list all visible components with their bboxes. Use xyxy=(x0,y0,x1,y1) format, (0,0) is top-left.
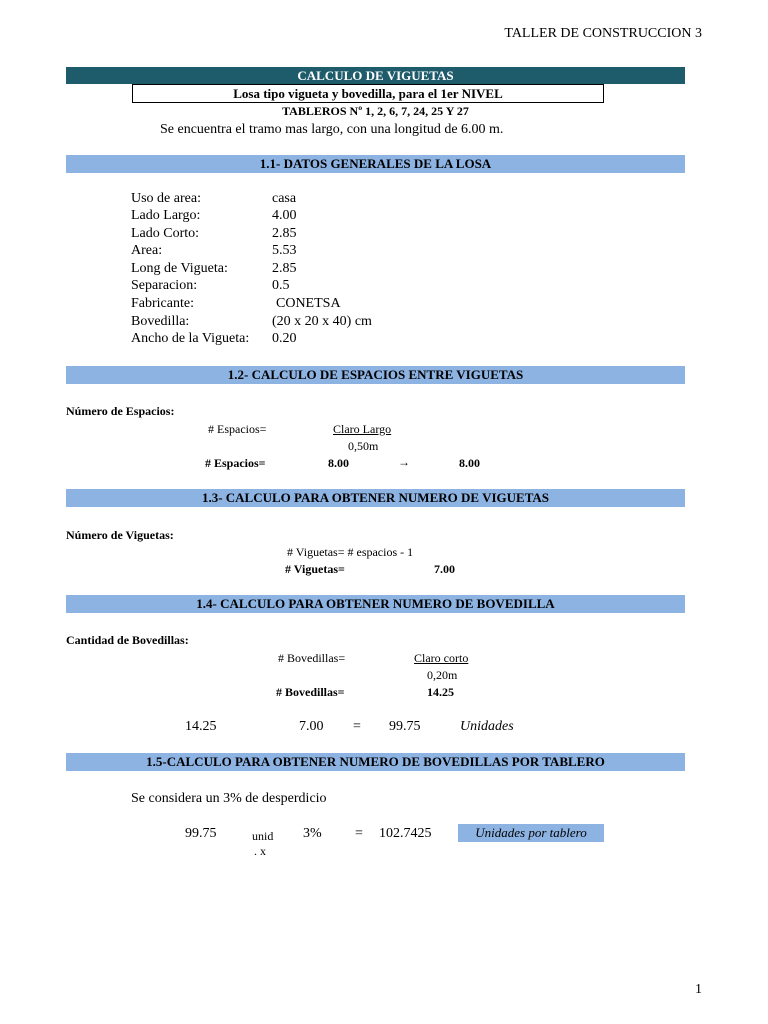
main-title: CALCULO DE VIGUETAS xyxy=(66,67,685,84)
general-data-value: 2.85 xyxy=(272,226,297,241)
bovedillas-result-label: # Bovedillas= xyxy=(276,685,345,699)
tableros-line: TABLEROS Nº 1, 2, 6, 7, 24, 25 Y 27 xyxy=(282,104,469,118)
general-data-value: 5.53 xyxy=(272,243,297,258)
subtitle-box: Losa tipo vigueta y bovedilla, para el 1er NIVEL xyxy=(132,84,604,103)
espacios-formula-lhs: # Espacios= xyxy=(208,422,267,436)
tablero-calc-x: . x xyxy=(254,844,266,858)
calc-result: 99.75 xyxy=(389,719,421,734)
general-data-value: 2.85 xyxy=(272,261,297,276)
document-header: TALLER DE CONSTRUCCION 3 xyxy=(504,26,702,41)
viguetas-result-label: # Viguetas= xyxy=(285,562,345,576)
section-3-heading: 1.3- CALCULO PARA OBTENER NUMERO DE VIGUETAS xyxy=(66,489,685,507)
tablero-unit-box: Unidades por tablero xyxy=(458,824,604,842)
bovedillas-result-value: 14.25 xyxy=(427,685,454,699)
calc-unit: Unidades xyxy=(460,719,514,734)
general-data-value: CONETSA xyxy=(276,296,341,311)
general-data-value: casa xyxy=(272,191,297,206)
viguetas-result-value: 7.00 xyxy=(434,562,455,576)
espacios-denominator: 0,50m xyxy=(348,439,379,453)
tablero-calc-equals: = xyxy=(355,826,363,841)
section-4-heading: 1.4- CALCULO PARA OBTENER NUMERO DE BOVEDILLA xyxy=(66,595,685,613)
section-1-heading: 1.1- DATOS GENERALES DE LA LOSA xyxy=(66,155,685,173)
tablero-calc-result: 102.7425 xyxy=(379,826,432,841)
espacios-result-label: # Espacios= xyxy=(205,456,266,470)
general-data-value: (20 x 20 x 40) cm xyxy=(272,314,372,329)
bovedillas-label: Cantidad de Bovedillas: xyxy=(66,633,189,647)
tablero-calc-unid: unid xyxy=(252,829,274,843)
calc-viguetas: 7.00 xyxy=(299,719,324,734)
bovedillas-formula-lhs: # Bovedillas= xyxy=(278,651,346,665)
general-data-label: Ancho de la Vigueta: xyxy=(131,331,250,346)
viguetas-formula: # Viguetas= # espacios - 1 xyxy=(287,545,414,559)
bovedillas-denominator: 0,20m xyxy=(427,668,458,682)
espacios-numerator: Claro Largo xyxy=(333,422,392,436)
calc-bovedillas: 14.25 xyxy=(185,719,217,734)
intro-text: Se encuentra el tramo mas largo, con una longitud de 6.00 m. xyxy=(160,122,504,137)
general-data-value: 0.20 xyxy=(272,331,297,346)
tablero-calc-base: 99.75 xyxy=(185,826,217,841)
espacios-label: Número de Espacios: xyxy=(66,404,175,418)
general-data-label: Lado Corto: xyxy=(131,226,200,241)
section-2-heading: 1.2- CALCULO DE ESPACIOS ENTRE VIGUETAS xyxy=(66,366,685,384)
general-data-label: Fabricante: xyxy=(131,296,194,311)
general-data-label: Bovedilla: xyxy=(131,314,190,329)
general-data-label: Area: xyxy=(131,243,163,258)
general-data-value: 0.5 xyxy=(272,278,290,293)
arrow-icon: → xyxy=(398,455,410,469)
general-data-label: Separacion: xyxy=(131,278,198,293)
page-number: 1 xyxy=(695,982,702,997)
general-data-label: Uso de area: xyxy=(131,191,201,206)
espacios-result-value: 8.00 xyxy=(328,456,349,470)
section-5-heading: 1.5-CALCULO PARA OBTENER NUMERO DE BOVEDILLAS POR TABLERO xyxy=(66,753,685,771)
desperdicio-note: Se considera un 3% de desperdicio xyxy=(131,791,327,806)
viguetas-label: Número de Viguetas: xyxy=(66,528,174,542)
tablero-calc-pct: 3% xyxy=(303,826,322,841)
calc-equals: = xyxy=(353,719,361,734)
general-data-value: 4.00 xyxy=(272,208,297,223)
general-data-label: Lado Largo: xyxy=(131,208,201,223)
bovedillas-numerator: Claro corto xyxy=(414,651,469,665)
espacios-result-final: 8.00 xyxy=(459,456,480,470)
general-data-label: Long de Vigueta: xyxy=(131,261,228,276)
